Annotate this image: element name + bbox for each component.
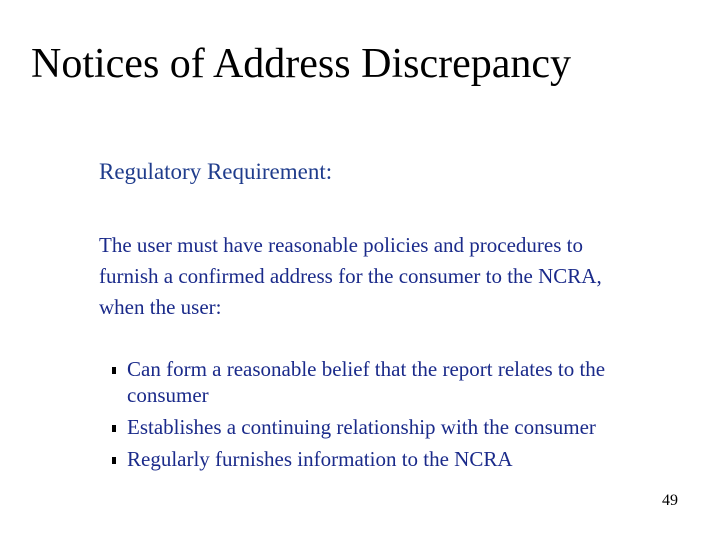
intro-line: furnish a confirmed address for the consumer to the NCRA, bbox=[99, 264, 602, 288]
bullet-text bbox=[127, 356, 692, 408]
square-bullet-icon bbox=[112, 425, 116, 432]
bullet-line: Can form a reasonable belief that the report relates to the bbox=[127, 357, 606, 381]
bullet-item bbox=[112, 446, 692, 472]
page-number: 49 bbox=[662, 492, 678, 509]
bullet-line: Regularly furnishes information to the NCRA bbox=[127, 447, 513, 471]
bullet-line: consumer bbox=[127, 383, 209, 407]
bullet-list bbox=[112, 356, 692, 472]
intro-line: The user must have reasonable policies and procedures to bbox=[99, 233, 583, 257]
slide-title: Notices of Address Discrepancy bbox=[31, 41, 572, 87]
square-bullet-icon bbox=[112, 367, 116, 374]
intro-line: when the user: bbox=[99, 295, 222, 319]
bullet-item bbox=[112, 414, 692, 440]
bullet-text bbox=[127, 414, 692, 440]
subheading-colon: : bbox=[325, 159, 333, 184]
bullet-line: Establishes a continuing relationship with the consumer bbox=[127, 415, 596, 439]
square-bullet-icon bbox=[112, 457, 116, 464]
intro-paragraph bbox=[99, 230, 699, 323]
subheading-label: Regulatory Requirement bbox=[99, 159, 326, 184]
subheading bbox=[99, 157, 332, 187]
bullet-item bbox=[112, 356, 692, 408]
bullet-text bbox=[127, 446, 692, 472]
